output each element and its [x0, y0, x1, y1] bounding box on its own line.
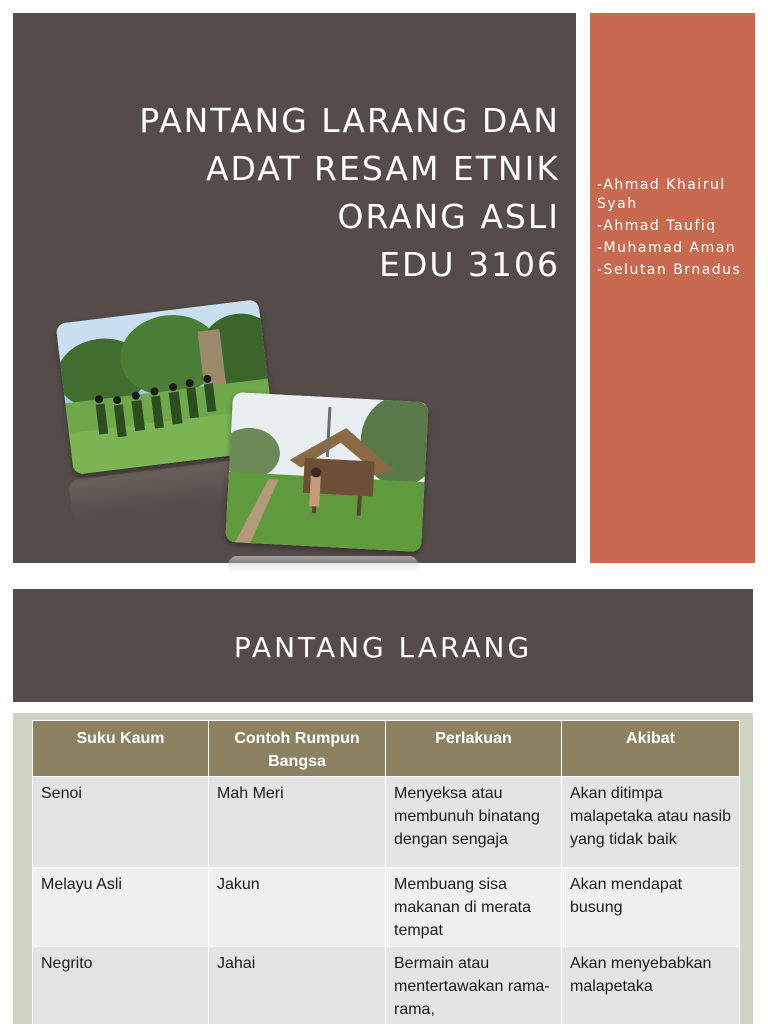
section-title: PANTANG LARANG [233, 631, 533, 664]
author-name: -Ahmad Taufiq [597, 218, 717, 234]
hut-photo [225, 392, 429, 552]
table-row [33, 777, 740, 868]
title-line: PANTANG LARANG DAN [139, 101, 560, 140]
table-cell: Jahai [209, 947, 386, 1024]
section-slide [13, 589, 753, 702]
presentation-title [40, 97, 560, 289]
title-line: ADAT RESAM ETNIK [205, 149, 560, 188]
column-header: Suku Kaum [33, 721, 209, 777]
table-cell: Melayu Asli [33, 868, 209, 947]
column-header: Perlakuan [386, 721, 562, 777]
table-cell: Bermain atau mentertawakan rama-rama, [386, 947, 562, 1024]
title-line: EDU 3106 [379, 245, 560, 284]
title-line: ORANG ASLI [337, 197, 560, 236]
author-list [597, 176, 755, 283]
authors-panel [590, 13, 755, 563]
table-slide [13, 713, 753, 1024]
table-cell: Negrito [33, 947, 209, 1024]
table-cell: Akan ditimpa malapetaka atau nasib yang tidak baik [562, 777, 740, 868]
table-cell: Mah Meri [209, 777, 386, 868]
author-name: -Muhamad Aman [597, 240, 737, 256]
pantang-larang-table [32, 720, 740, 1024]
table-cell: Senoi [33, 777, 209, 868]
table-cell: Membuang sisa makanan di merata tempat [386, 868, 562, 947]
table-row [33, 868, 740, 947]
table-cell: Akan menyebabkan malapetaka [562, 947, 740, 1024]
table-cell: Akan mendapat busung [562, 868, 740, 947]
table-cell: Menyeksa atau membunuh binatang dengan sengaja [386, 777, 562, 868]
author-name: -Selutan Brnadus [597, 262, 742, 278]
column-header: Contoh Rumpun Bangsa [209, 721, 386, 777]
column-header: Akibat [562, 721, 740, 777]
table-header-row [33, 721, 740, 777]
table-row [33, 947, 740, 1024]
author-name: -Ahmad Khairul Syah [597, 177, 726, 212]
photo-reflection [228, 556, 418, 574]
table-cell: Jakun [209, 868, 386, 947]
